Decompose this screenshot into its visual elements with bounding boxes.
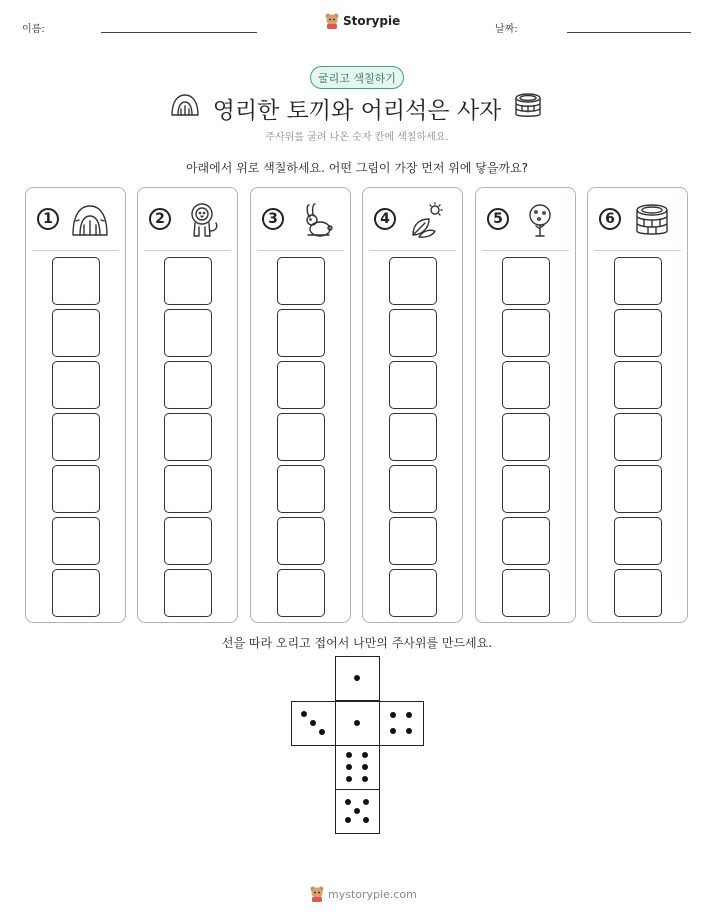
die-pip (310, 720, 316, 726)
color-box[interactable] (389, 413, 437, 461)
column-2 (137, 187, 238, 623)
color-box[interactable] (614, 465, 662, 513)
color-box[interactable] (614, 257, 662, 305)
die-pip (406, 712, 412, 718)
color-box[interactable] (614, 569, 662, 617)
page-title: 영리한 토끼와 어리석은 사자 (212, 98, 502, 124)
color-box[interactable] (502, 517, 550, 565)
column-5 (475, 187, 576, 623)
tree-icon (520, 201, 560, 239)
color-box[interactable] (277, 465, 325, 513)
color-box[interactable] (164, 569, 212, 617)
color-box[interactable] (52, 361, 100, 409)
color-box[interactable] (389, 257, 437, 305)
die-pip (390, 712, 396, 718)
cave-icon (70, 201, 110, 239)
color-box[interactable] (502, 569, 550, 617)
die-pip (346, 776, 352, 782)
column-header (138, 188, 237, 250)
color-box[interactable] (277, 257, 325, 305)
bear-logo-icon (325, 13, 339, 29)
die-pip (362, 752, 368, 758)
column-divider (257, 250, 344, 251)
die-pip (346, 764, 352, 770)
name-line[interactable] (101, 32, 257, 33)
name-label: 이름: (22, 24, 45, 35)
die-pip (354, 808, 360, 814)
color-box[interactable] (277, 517, 325, 565)
color-box[interactable] (614, 413, 662, 461)
bear-footer-icon (310, 886, 324, 902)
column-header (363, 188, 462, 250)
footer-url: mystorypie.com (328, 887, 417, 901)
die-pip (345, 817, 351, 823)
color-box[interactable] (502, 413, 550, 461)
die-pip (319, 729, 325, 735)
color-box[interactable] (502, 361, 550, 409)
column-6 (587, 187, 688, 623)
color-box[interactable] (164, 309, 212, 357)
date-label: 날짜: (495, 24, 518, 35)
color-box[interactable] (52, 569, 100, 617)
color-box[interactable] (277, 569, 325, 617)
column-number: 6 (599, 208, 621, 230)
die-pip (362, 776, 368, 782)
column-4 (362, 187, 463, 623)
die-pip (406, 728, 412, 734)
color-box[interactable] (52, 465, 100, 513)
color-box[interactable] (502, 257, 550, 305)
die-face-1[interactable] (335, 701, 380, 746)
color-box[interactable] (52, 309, 100, 357)
die-face-5[interactable] (335, 789, 380, 834)
color-box[interactable] (52, 517, 100, 565)
column-number: 3 (262, 208, 284, 230)
die-face-6[interactable] (335, 745, 380, 790)
die-face-3[interactable] (291, 701, 336, 746)
color-box[interactable] (389, 309, 437, 357)
sun-leaf-icon (407, 201, 447, 239)
color-box[interactable] (389, 361, 437, 409)
column-header (251, 188, 350, 250)
color-box[interactable] (52, 413, 100, 461)
column-number: 5 (487, 208, 509, 230)
color-box[interactable] (614, 309, 662, 357)
column-divider (482, 250, 569, 251)
footer (310, 886, 417, 902)
logo-text: Storypie (343, 14, 401, 28)
storypie-logo (325, 13, 400, 29)
color-box[interactable] (614, 361, 662, 409)
color-box[interactable] (52, 257, 100, 305)
color-box[interactable] (502, 309, 550, 357)
column-header (588, 188, 687, 250)
column-number: 1 (37, 208, 59, 230)
instruction: 아래에서 위로 색칠하세요. 어떤 그림이 가장 먼저 위에 닿을까요? (185, 161, 529, 175)
die-pip (301, 711, 307, 717)
fold-instruction: 선을 따라 오리고 접어서 나만의 주사위를 만드세요. (221, 636, 493, 650)
die-pip (362, 764, 368, 770)
color-box[interactable] (389, 517, 437, 565)
well-icon (632, 201, 672, 239)
color-box[interactable] (277, 309, 325, 357)
color-box[interactable] (614, 517, 662, 565)
color-box[interactable] (164, 517, 212, 565)
color-box[interactable] (389, 465, 437, 513)
color-box[interactable] (277, 361, 325, 409)
color-box[interactable] (389, 569, 437, 617)
column-number: 4 (374, 208, 396, 230)
color-box[interactable] (277, 413, 325, 461)
die-pip (346, 752, 352, 758)
subtitle: 주사위를 굴려 나온 숫자 칸에 색칠하세요. (265, 132, 449, 143)
lion-icon (182, 201, 222, 239)
color-box[interactable] (164, 413, 212, 461)
color-box[interactable] (164, 257, 212, 305)
column-header (26, 188, 125, 250)
die-pip (390, 728, 396, 734)
color-box[interactable] (502, 465, 550, 513)
die-pip (354, 720, 360, 726)
column-divider (594, 250, 681, 251)
activity-badge: 굴리고 색칠하기 (310, 66, 404, 89)
die-pip (354, 675, 360, 681)
column-number: 2 (149, 208, 171, 230)
rabbit-icon (295, 201, 335, 239)
die-pip (363, 817, 369, 823)
well-icon (513, 92, 543, 120)
column-header (476, 188, 575, 250)
die-pip (363, 799, 369, 805)
die-pip (345, 799, 351, 805)
die-face-4[interactable] (379, 701, 424, 746)
date-line[interactable] (567, 32, 691, 33)
column-divider (32, 250, 119, 251)
column-3 (250, 187, 351, 623)
column-divider (369, 250, 456, 251)
color-box[interactable] (164, 465, 212, 513)
die-face-1[interactable] (335, 656, 380, 701)
color-box[interactable] (164, 361, 212, 409)
column-divider (144, 250, 231, 251)
column-1 (25, 187, 126, 623)
